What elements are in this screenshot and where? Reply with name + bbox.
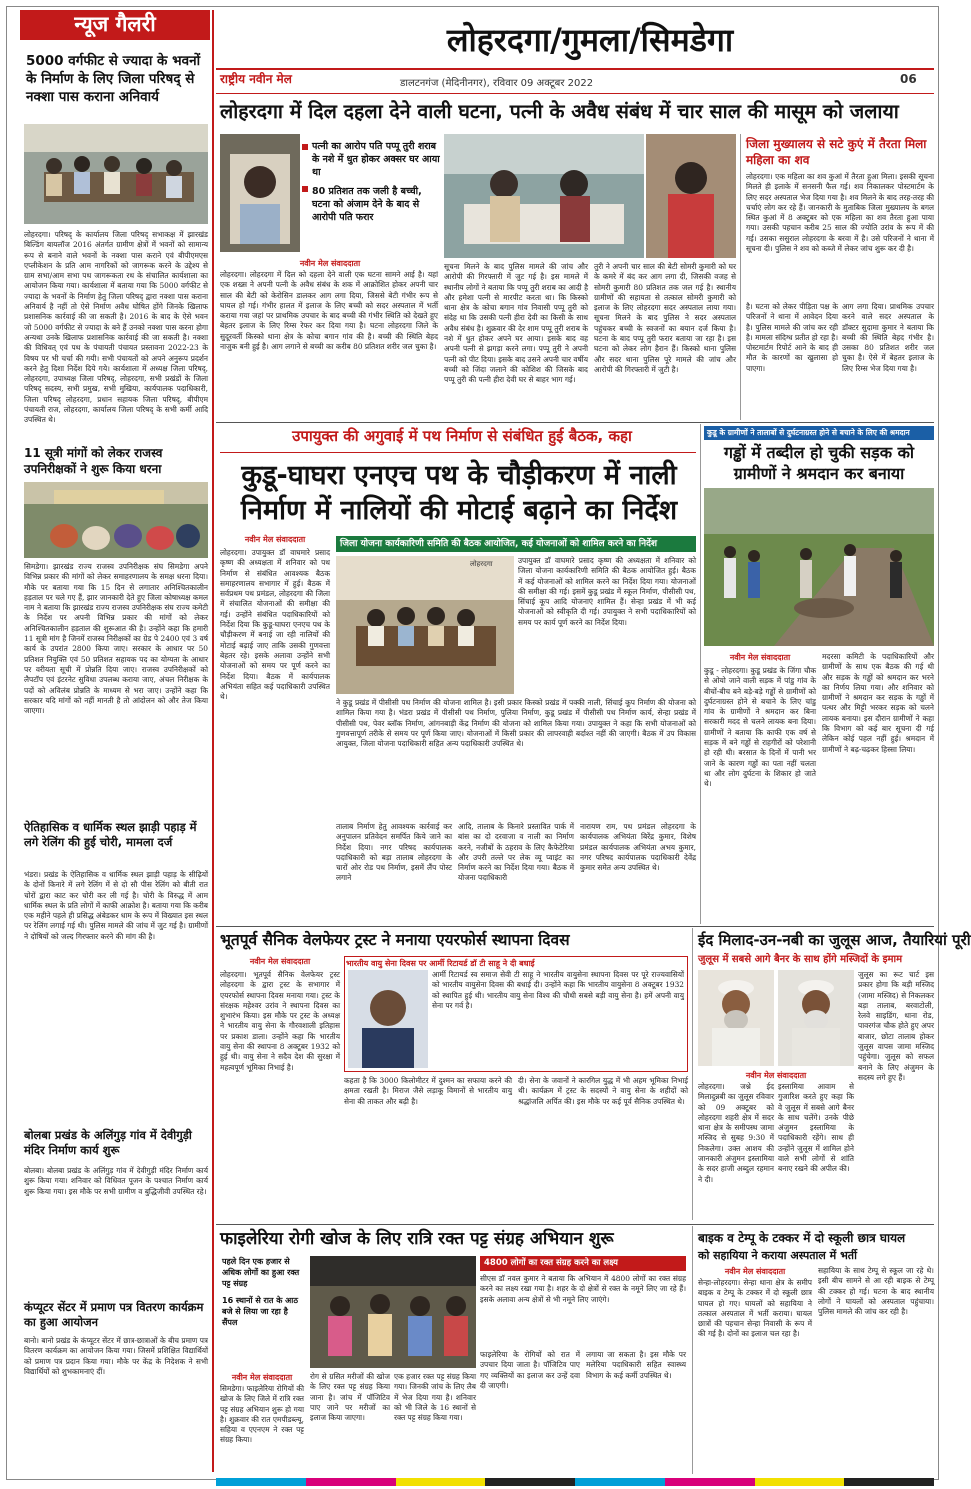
sidebar-title: न्यूज गैलरी <box>74 12 156 36</box>
road-lower-text: ने कुडू प्रखंड में पीसीसी पथ निर्माण की योजना शामिल है। इसी प्रकार किस्को प्रखंड में पक्की नाली, सिंचाई कूप निर्माण की योजना को शामिल किया गया है। भंडरा प्रखंड में पीसीसी पथ निर्माण, पुलिया निर्माण, कुडू प्रखंड में पीसीसी पथ निर्माण कार्य, सेन्हा प्रखंड में पीसीसी पथ, पेवर ब्लॉक निर्माण, आंगनबाड़ी केंद्र निर्माण की योजना को शामिल किया गया। उपायुक्त ने कहा कि सभी योजनाओं को गुणवत्तापूर्ण तरीके से समय पर पूर्ण किया जाए। योजनाओं में किसी प्रकार की लापरवाही बर्दाश्त नहीं की जाएगी। बैठक में उप विकास आयुक्त, जिला योजना पदाधिकारी सहित अन्य पदाधिकारी उपस्थित थे। <box>336 698 696 749</box>
page-number: 06 <box>900 72 917 86</box>
lead-bottom-rule <box>216 422 934 423</box>
road-kicker: उपायुक्त की अगुवाई में पथ निर्माण से संबंधित हुई बैठक, कहा <box>292 427 632 445</box>
lead-side-divider <box>740 134 741 420</box>
filaria-divider <box>692 1226 693 1474</box>
road-headline: कुडू-घाघरा एनएच पथ के चौड़ीकरण में नाली निर्माण में नालियों की मोटाई बढ़ाने का निर्देश <box>240 460 678 526</box>
reg-yellow <box>396 1478 486 1486</box>
eid-col2: इस्लामिया आवाम से गुजारिश करते हुए कहा कि वे जुलूस में सबसे आगे बैनर के साथ चलेंगे। उनके पीछे अंजुमन इस्लामिया के पदाधिकारी रहेंगे। साथ ही उन्होंने जुलूस में शामिल होने वाले सभी लोगों से शांति बनाए रखने की अपील की। <box>778 1082 854 1174</box>
sidebar-story1-photo <box>24 124 208 224</box>
lead-col3: तुरी ने अपनी चार साल की बेटी सोमरी कुमारी को घर के कमरे में बंद कर आग लगा दी, जिसकी वजह से सोमरी कुमारी 80 प्रतिशत तक जल गई है। स्थानीय ग्रामीणों की सहायता से तत्काल सोमरी कुमारी को इलाज के लिए लोहरदगा सदर अस्पताल लाया गया। सूचना मिलने के बाद पुलिस ने सदर अस्पताल पहुंचकर बच्ची के स्वजनों का बयान दर्ज किया है। घटना के बाद पप्पू तुरी फरार बताया जा रहा है। इस घटना को लेकर लोग हैरान हैं। किस्को थाना पुलिस और सदर थाना पुलिस पूरे मामले की जांच और आरोपी की गिरफ्तारी में जुटी है। <box>594 262 736 374</box>
reg-black-2 <box>844 1478 934 1486</box>
lead-main-photo <box>444 134 644 258</box>
road-kicker-rule <box>220 452 696 453</box>
villagers-byline: नवीन मेल संवाददाता <box>729 653 791 662</box>
airforce-headline: भूतपूर्व सैनिक वेलफेयर ट्रस्ट ने मनाया एयरफोर्स स्थापना दिवस <box>220 931 570 949</box>
filaria-bullet-1: पहले दिन एक हजार से अधिक लोगों का हुआ रक्त पट्ट संग्रह <box>222 1257 300 1288</box>
lead-bullet-2: 80 प्रतिशत तक जली है बच्ची, घटना को अंजाम देने के बाद से आरोपी पति फरार <box>312 186 422 223</box>
reg-magenta-2 <box>665 1478 755 1486</box>
side-story-col1: है। घटना को लेकर पीड़िता पक्ष के परिजनों ने थाना में आवेदन दिया है। पुलिस मामले की जांच कर रही है। मामला संदिग्ध प्रतीत हो रहा है। पोस्टमार्टम रिपोर्ट आने के बाद ही मौत के कारणों का खुलासा हो पाएगा। <box>746 302 838 373</box>
sidebar <box>20 10 210 1472</box>
sidebar-story1-text: लोहरदगा। परिषद् के कार्यालय जिला परिषद् सभाकक्ष में झारखंड बिल्डिंग बायलॉज 2016 अंतर्गत ग्रामीण क्षेत्रों में भवनों को सामान्य रूप से बनाने वाले भवनों के नक्शा पास कराने एवं बीपीएमएस एप्लीकेशन के प्रति आम नागरिकों को जागरूक करने के उद्देश्य से ग्राम सभा/आम सभा पथ जागरूकता रथ के संचालित कार्यशाला का आयोजन किया गया। कार्यशाला में बताया गया कि 5000 वर्गफीट से ज्यादा के भवनों के निर्माण हेतु जिला परिषद् द्वारा नक्शा पास कराना अनिवार्य है नहीं तो ऐसे निर्माण अवैध घोषित होंगे जिनके खिलाफ प्रशासनिक कार्रवाई की जा सकती है। 2016 के बाद के ऐसे भवन जो 5000 वर्गफीट से ज्यादा के बने हैं उनको नक्शा पास करना होगा अन्यथा उनके खिलाफ प्रशासनिक कार्रवाई की जा सकती है। नक्शा की विधिवत् एवं पथ के पंचायती पंचायत प्रस्तावना 2022-23 के विषय पर भी चर्चा की गयी। सभी पंचायतों को अपने अनुरूप प्रदर्शन करने हेतु दिशा निर्देश दिये गये। कार्यशाला में अध्यक्ष जिला परिषद्, लोहरदगा, उपाध्यक्ष जिला परिषद्, लोहरदगा, सभी प्रखंडों के जिला परिषद् सदस्य, सभी प्रमुख, सभी मुखिया, कार्यपालक पदाधिकारी, जिला परिषद् लोहरदगा, प्रधान सहायक जिला परिषद्, बीपीएम पंचायती राज, लोहरदगा, कार्यालय जिला परिषद् के सभी कर्मी आदि उपस्थित थे। <box>24 230 208 425</box>
blood-sampling-photo-graphic <box>310 1256 476 1368</box>
lead-col1: लोहरदगा। लोहरदगा में दिल को दहला देने वाली एक घटना सामने आई है। यहां एक शख्स ने अपनी पत्नी के अवैध संबंध के शक में आक्रोशित होकर अपनी चार साल की बेटी को केरोसिन डालकर आग लगा दिया, जिससे बेटी गंभीर रूप से घायल हो गई। गंभीर हालत में इलाज के लिए बच्ची को सदर अस्पताल में भर्ती कराया गया जहां पर प्राथमिक उपचार के बाद बच्ची की गंभीर स्थिति को देखते हुए बेहतर इलाज के लिए रिम्स रेफर कर दिया गया है। घटना लोहरदगा जिले के सुदूरवर्ती किस्को थाना क्षेत्र के कोचा बगान गांव की है। बच्ची की स्थिति बेहद नाजुक बनी हुई है। आग लगाने से बच्ची का करीब 80 प्रतिशत शरीर जल चुका है। <box>220 270 438 352</box>
eid-photo-2 <box>778 970 854 1066</box>
villagers-photo <box>704 488 934 646</box>
sidebar-divider <box>212 10 214 1472</box>
accident-sub: को सहायिया ने कराया अस्पताल में भर्ती <box>698 1249 857 1262</box>
sidebar-story1-headline: 5000 वर्गफीट से ज्यादा के भवनों के निर्माण के लिए जिला परिषद् से नक्शा पास कराना अनिवार्य <box>26 53 201 105</box>
imam-photo-graphic-2 <box>778 970 854 1066</box>
protest-photo-graphic <box>24 482 208 558</box>
reg-cyan <box>216 1478 306 1486</box>
road-banner: जिला योजना कार्यकारिणी समिति की बैठक आयोजित, कई योजनाओं को शामिल करने का निर्देश <box>336 536 696 552</box>
lead-bullet-1: पत्नी का आरोप पति पप्पू तुरी शराब के नशे में धुत होकर अक्सर घर आया था <box>312 141 440 178</box>
accident-col2: सहायिया के साथ टेम्पू से स्कूल जा रहे थे। इसी बीच सामने से आ रही बाइक से टेम्पू की टक्कर हो गई। घटना के बाद स्थानीय लोगों ने घायलों को अस्पताल पहुंचाया। पुलिस मामले की जांच कर रही है। <box>818 1266 934 1317</box>
filaria-bullets <box>222 1256 306 1328</box>
eid-col3: जुलूस का रूट चार्ट इस प्रकार होगा कि बड़ी मस्जिद (जामा मस्जिद) से निकलकर बड़ा तालाब, बरवाटोली, रेलवे साइडिंग, थाना रोड, पावरगंज चौक होते हुए अपर बाजार, छोटा तालाब होकर जुलूस वापस जामा मस्जिद पहुंचेगा। जुलूस को सफल बनाने के लिए अंजुमन के सदस्य लगे हुए हैं। <box>858 970 934 1082</box>
lead-child-photo <box>220 134 300 252</box>
eid-photo-1 <box>698 970 774 1066</box>
filaria-col5: लगाया जा सकता है। इस मौके पर मलेरिया पदाधिकारी सहित स्वास्थ्य विभाग के कई कर्मी उपस्थित थे। <box>586 1350 686 1380</box>
sidebar-story2-headline: 11 सूत्री मांगों को लेकर राजस्व उपनिरीक्षकों ने शुरू किया धरना <box>24 446 163 476</box>
filaria-box-text: सीएस डॉ नवल कुमार ने बताया कि अभियान में 4800 लोगों का रक्त संग्रह करने का लक्ष्य रखा गया है। शहर के दो क्षेत्रों से रक्त के नमूने लिए जा रहे हैं। इसके अलावा अन्य क्षेत्रों से भी नमूने लिए जाएंगे। <box>480 1274 686 1304</box>
sidebar-story5-headline: कंप्यूटर सेंटर में प्रमाण पत्र वितरण कार्यक्रम का हुआ आयोजन <box>24 1300 204 1329</box>
filaria-byline: नवीन मेल संवाददाता <box>231 1373 293 1382</box>
meeting-photo-graphic <box>24 124 208 224</box>
portrait-graphic <box>348 970 428 1068</box>
villagers-col1: कुडू - लोहरदगा। कुडू प्रखंड के जिंगा चौक से ओयो जाने वाली सड़क में पांडु गांव के बीचों-बीच बने बड़े-बड़े गड्ढों से ग्रामीणों को दुर्घटनाग्रस्त होने से बचाने के लिए चांडु गांव के ग्रामीणों ने श्रमदान कर बिना सरकारी मदद से चलने लायक बना दिया। ग्रामीणों ने बताया कि काफी एक वर्ष से सड़क में बने गड्ढों से राहगीरों को परेशानी हो रही थी। बरसात के दिनों में पानी भर जाने के कारण गड्ढों का पता नहीं चलता था और लोग दुर्घटना के शिकार हो जाते थे। <box>704 666 816 789</box>
child-photo-graphic <box>220 134 300 252</box>
road-mid-text: उपायुक्त डॉ वाघमारे प्रसाद कृष्ण की अध्यक्षता में शनिवार को जिला योजना कार्यकारिणी समिति की बैठक आयोजित हुई। बैठक में कई योजनाओं को शामिल करने का निर्देश दिया गया। योजनाओं की समीक्षा की गई। इसमें कुडू प्रखंड में स्कूल निर्माण, पीसीसी पथ, सिंचाई कूप आदि योजनाएं शामिल हैं। सेन्हा प्रखंड में भी कई योजनाओं को स्वीकृति दी गई। उपायुक्त ने सभी पदाधिकारियों को समय पर कार्य पूर्ण करने का निर्देश दिया। <box>518 556 696 627</box>
eid-headline: ईद मिलाद-उन-नबी का जुलूस आज, तैयारियां पूरी <box>698 931 971 949</box>
accident-col1: सेन्हा-लोहरदगा। सेन्हा थाना क्षेत्र के समीप बाइक व टेम्पू के टक्कर में दो स्कूली छात्र घायल हो गए। घायलों को सहायिया ने तत्काल अस्पताल में भर्ती कराया। घायल छात्रों की पहचान सेन्हा निवासी के रूप में की गई है। दोनों का इलाज चल रहा है। <box>698 1278 812 1339</box>
airforce-box-title: भारतीय वायु सेना दिवस पर आर्मी रिटायर्ड डॉ टी साहू ने दी बधाई <box>346 959 535 968</box>
imam-photo-graphic-1 <box>698 970 774 1066</box>
filaria-col4: फाइलेरिया के रोगियों को रात में उपचार दिया जाता है। पॉजिटिव पाए गए व्यक्तियों का इलाज कर उन्हें दवा दी जाएगी। <box>480 1350 580 1390</box>
sidebar-story3-headline: ऐतिहासिक व धार्मिक स्थल झाड़ी पहाड़ में लगे रेलिंग की हुई चोरी, मामला दर्ज <box>24 820 197 849</box>
villagers-col2: मदरसा कमिटी के पदाधिकारियों और ग्रामीणों के साथ एक बैठक की गई थी और सड़क के गड्ढों को श्रमदान कर भरने का निर्णय लिया गया। और शनिवार को ग्रामीणों ने श्रमदान कर सड़क के गड्ढों में पत्थर और मिट्टी भरकर सड़क को चलने लायक बनाया। इस दौरान ग्रामीणों ने कहा कि विभाग को कई बार सूचना दी गई लेकिन कोई पहल नहीं हुई। श्रमदान में ग्रामीणों ने बढ़-चढ़कर हिस्सा लिया। <box>822 652 934 754</box>
paper-name: राष्ट्रीय नवीन मेल <box>220 72 292 86</box>
filaria-col1: सिमडेगा। फाइलेरिया रोगियों की खोज के लिए जिले में रात्रि रक्त पट्ट संग्रह अभियान शुरू हो गया है। शुक्रवार की रात एमपीडब्ल्यू, सहिया व एएनएम ने रक्त पट्ट संग्रह किया। <box>220 1384 304 1445</box>
road-byline: नवीन मेल संवाददाता <box>244 535 306 544</box>
hospital-photo-graphic <box>444 134 644 258</box>
road-meeting-photo <box>336 556 514 694</box>
eid-byline: नवीन मेल संवाददाता <box>745 1071 807 1080</box>
lead-woman-photo <box>646 134 736 258</box>
airforce-divider <box>692 928 693 1220</box>
reg-magenta <box>306 1478 396 1486</box>
villagers-kicker: कुडू के ग्रामीणों ने तालाबों से दुर्घटनाग्रस्त होने से बचाने के लिए की श्रमदान <box>704 426 934 440</box>
road-bottom-col2: आदि, तालाब के किनारे प्रस्तावित पार्क में बांस का दो दरवाजा व नाली का निर्माण करने, नजीबों के ठहराव के लिए कैफेटेरिया और उपरी तल्ले पर लेक व्यू प्वाइंट का निर्माण करने का निर्देश दिया गया। बैठक में योजना पदाधिकारी <box>458 822 574 883</box>
airforce-col3: दी। सेना के जवानों ने कारगिल युद्ध में भी अहम भूमिका निभाई थी। कार्यक्रम में ट्रस्ट के सदस्यों ने वायु सेना के शहीदों को श्रद्धांजलि अर्पित की। इस मौके पर कई पूर्व सैनिक उपस्थित थे। <box>518 1076 688 1106</box>
color-registration-strip <box>216 1478 934 1486</box>
page-title: लोहरदगा/गुमला/सिमडेगा <box>446 21 734 59</box>
side-story-col2: आग लगा दिया। प्राथमिक उपचार करने वाले सदर अस्पताल के डॉक्टर सुदामा कुमार ने बताया कि बच्ची की स्थिति बेहद गंभीर है। उसका 80 प्रतिशत शरीर जल चुका है। ऐसे में बेहतर इलाज के लिए रिम्स भेज दिया गया है। <box>842 302 934 373</box>
airforce-col1: लोहरदगा। भूतपूर्व सैनिक वेलफेयर ट्रस्ट लोहरदगा के द्वारा ट्रस्ट के सभागार में एयरफोर्स स्थापना दिवस मनाया गया। ट्रस्ट के संरक्षक महेश्वर उरांव ने स्थापना दिवस का शुभारंभ किया। इस मौके पर ट्रस्ट के अध्यक्ष ने भारतीय वायु सेना के गौरवशाली इतिहास पर प्रकाश डाला। उन्होंने कहा कि भारतीय वायु सेना की स्थापना 8 अक्टूबर 1932 को हुई थी। वायु सेना ने सदैव देश की सुरक्षा में महत्वपूर्ण भूमिका निभाई है। <box>220 970 340 1072</box>
eid-subhead: जुलूस में सबसे आगे बैनर के साथ होंगे मस्जिदों के इमाम <box>698 954 903 965</box>
lead-byline: नवीन मेल संवाददाता <box>299 259 361 268</box>
filaria-bullet-2: 16 स्थानों से रात के आठ बजे से लिया जा रहा है सैंपल <box>222 1296 298 1327</box>
woman-photo-graphic <box>646 134 736 258</box>
accident-byline: नवीन मेल संवाददाता <box>724 1267 786 1276</box>
road-right-divider <box>700 424 701 924</box>
villagers-headline: गड्ढों में तब्दील हो चुकी सड़क को ग्रामीणों ने श्रमदान कर बनाया <box>723 443 915 483</box>
reg-black <box>485 1478 575 1486</box>
reg-cyan-2 <box>575 1478 665 1486</box>
lower-rule <box>216 1224 934 1225</box>
filaria-col3: एक हजार रक्त पट्ट संग्रह किया गया। जिनकी जांच के लिए लैब में भेज दिया गया है। शनिवार को भी जिले के 16 स्थानों से रक्त पट्ट संग्रह किया गया। <box>394 1372 477 1423</box>
airforce-byline: नवीन मेल संवाददाता <box>249 957 311 966</box>
sidebar-story4-headline: बोलबा प्रखंड के अलिंगुड़ गांव में देवीगुड़ी मंदिर निर्माण कार्य शुरू <box>24 1128 192 1157</box>
reg-yellow-2 <box>755 1478 845 1486</box>
road-col1: लोहरदगा। उपायुक्त डॉ वाघमारे प्रसाद कृष्ण की अध्यक्षता में शनिवार को पथ निर्माण से संबंधित आवश्यक बैठक समाहरणालय सभागार में हुई। बैठक में सर्वप्रथम पथ प्रमंडल, लोहरदगा की जिला में संचालित योजनाओं की समीक्षा की गई। उन्होंने संबंधित पदाधिकारियों को निर्देश दिया कि कुडू-घाघरा एनएच पथ के चौड़ीकरण में बनाई जा रही नालियों की मोटाई बढ़ाई जाए ताकि उसकी गुणवत्ता बेहतर रहे। इसके अलावा उन्होंने सभी योजनाओं को समय पर पूर्ण करने का निर्देश दिया। बैठक में कार्यपालक अभियंता सहित कई पदाधिकारी उपस्थित थे। <box>220 548 330 702</box>
road-bottom-col3: नारायण राम, पथ प्रमंडल लोहरदगा के कार्यपालक अभियंता बिरेंद्र कुमार, विशेष प्रमंडल कार्यपालक अभियंता अभय कुमार, नगर परिषद कार्यपालक पदाधिकारी देवेंद्र कुमार समेत अन्य उपस्थित थे। <box>580 822 696 873</box>
lead-headline: लोहरदगा में दिल दहला देने वाली घटना, पत्नी के अवैध संबंध में चार साल की मासूम को जलाया <box>220 100 899 123</box>
conference-photo-graphic <box>336 556 514 694</box>
eid-col1: लोहरदगा। जश्ने ईद मिलादुन्नबी का जुलूस रविवार को 09 अक्टूबर को लोहरदगा शहरी क्षेत्र में सदर थाना क्षेत्र के समीपस्थ जामा मस्जिद से सुबह 9:30 में निकलेगा। उक्त आशय की जानकारी अंजुमन इस्लामिया के सदर हाजी अब्दुल रहमान ने दी। <box>698 1082 774 1184</box>
road-repair-photo-graphic <box>704 488 934 646</box>
sidebar-story2-text: सिमडेगा। झारखंड राज्य राजस्व उपनिरीक्षक संघ सिमडेगा अपने विभिन्न प्रकार की मांगों को लेकर समाहरणालय के समक्ष धरना दिया। मौके पर बताया गया कि 15 दिन से लगातार अनिश्चितकालीन हड़ताल पर चले गए हैं, झार जानकारी देते हुए जिला कोषाध्यक्ष कमल नाम ने बताया कि झारखंड राज्य राजस्व उपनिरीक्षक संघ राज्य कमेटी के निर्देश पर अपनी विभिन्न प्रकार की मांगों को लेकर अनिश्चितकालीन हड़ताल की शुरूआत की है। उन्होंने कहा कि हमारी 11 सूत्री मांग है जिनमें राजस्व निरीक्षकों का ग्रेड पे 2400 एवं 3 वर्ष कार्य के उपरांत 2800 किया जाए। सरकार के आधार पर 50 प्रतिशत नियुक्ति एवं 50 प्रतिशत सहायक पद का योग्यता के आधार पर वरीयता सूची में प्रोन्नति दिया जाए। राजस्व उपनिरीक्षकों को लैपटॉप एवं इंटरनेट सुविधा उपलब्ध कराया जाए, अंचल निरीक्षक के पदों को अविलंब प्रोन्नति के माध्यम से भरा जाए। उन्होंने कहा कि सरकार यदि मांगों को नहीं मानती है तो आंदोलन को और तेज किया जाएगा। <box>24 562 208 716</box>
accident-headline: बाइक व टेम्पू के टक्कर में दो स्कूली छात्र घायल <box>698 1231 906 1245</box>
sidebar-story3-text: भंडरा। प्रखंड के ऐतिहासिक व धार्मिक स्थल झाड़ी पहाड़ के सीढ़ियों के दोनों किनारे में लगे रेलिंग में से दो सौ पीस रेलिंग को बीती रात चोरों द्वारा काट कर चोरी कर ली गई है। चोरी के विरुद्ध में आम धार्मिक स्थल के प्रति लोगों में काफी आक्रोश है। बताया गया कि करीब एक महीने पहले ही प्रसिद्ध अंबेडकर धाम के रूप में विख्यात इस स्थल पर रेलिंग लगाई गई थी। पुलिस मामले की जांच में जुट गई है। ग्रामीणों ने दोषियों को जल्द गिरफ्तार करने की मांग की है। <box>24 870 208 941</box>
bullet-square-2 <box>302 186 308 192</box>
filaria-box-title: 4800 लोगों का रक्त संग्रह करने का लक्ष्य <box>480 1256 686 1271</box>
sidebar-story2-photo <box>24 482 208 558</box>
bullet-square-1 <box>302 144 308 150</box>
sidebar-story4-text: बोलबा। बोलबा प्रखंड के अलिंगुड़ गांव में देवीगुड़ी मंदिर निर्माण कार्य शुरू किया गया। शनिवार को विधिवत पूजन के पश्चात निर्माण कार्य शुरू किया गया। इस मौके पर सभी ग्रामीण व बुद्धिजीवी उपस्थित रहे। <box>24 1166 208 1196</box>
mid-rule <box>216 926 934 927</box>
road-bottom-col1: तालाब निर्माण हेतु आवश्यक कार्रवाई कर अनुपालन प्रतिवेदन समर्पित किये जाने का निर्देश दिया। नगर परिषद कार्यपालक पदाधिकारी को बड़ा तालाब लोहरदगा के चारों ओर रोड पथ निर्माण, इसमें लैंप पोस्ट लगाने <box>336 822 452 883</box>
meeting-photo-label: लोहरदगा <box>470 560 493 568</box>
sidebar-story5-text: बानो। बानो प्रखंड के कंप्यूटर सेंटर में छात्र-छात्राओं के बीच प्रमाण पत्र वितरण कार्यक्रम का आयोजन किया गया। जिसमें प्रशिक्षित विद्यार्थियों को प्रमाण पत्र प्रदान किया गया। मौके पर केंद्र के निदेशक ने सभी विद्यार्थियों को शुभकामनाएं दीं। <box>24 1336 208 1376</box>
lead-col2: सूचना मिलने के बाद पुलिस मामले की जांच और आरोपी की गिरफ्तारी में जुट गई है। इस मामले में स्थानीय लोगों ने बताया कि पप्पू तुरी शराब का आदी है और हमेशा पत्नी से मारपीट करता था। कि किस्को थाना क्षेत्र के कोचा बगान गांव निवासी पप्पू तुरी को संदेह था कि उसकी पत्नी हीरा देवी का किसी के साथ अवैध संबंध है। शुक्रवार की देर शाम पप्पू तुरी शराब के नशे में धुत होकर अपने घर आया। इसके बाद वह अपनी पत्नी से झगड़ा करने लगा। पप्पू तुरी ने अपनी पत्नी को पीट दिया। इसके बाद उसने अपनी चार वर्षीय बच्ची को जिंदा जलाने की कोशिश की जिसके बाद पप्पू तुरी की पत्नी हीरा देवी घर से बाहर भाग गई। <box>444 262 588 385</box>
filaria-headline: फाइलेरिया रोगी खोज के लिए रात्रि रक्त पट्ट संग्रह अभियान शुरू <box>220 1229 614 1249</box>
filaria-col2: रोग से ग्रसित मरीजों की खोज के लिए रक्त पट्ट संग्रह किया जाना है। जांच में पॉजिटिव पाए जाने पर मरीजों का इलाज किया जाएगा। <box>310 1372 390 1423</box>
side-story-text: लोहरदगा। एक महिला का शव कुआं में तैरता हुआ मिला। इसकी सूचना मिलते ही इलाके में सनसनी फैल गई। शव निकालकर पोस्टमार्टम के लिए सदर अस्पताल भेज दिया गया है। शव मिलने के बाद तरह-तरह की चर्चाएं लोग कर रहे हैं। जानकारी के मुताबिक जिला मुख्यालय के बगल स्थित कुआं में 8 अक्टूबर को एक महिला का शव तैरता हुआ पाया गया। उसकी पहचान करीब 25 साल की ज्योति उरांव के रूप में की गई। उसका ससुराल लोहरदगा के बरवा में है। उसे परिजनों ने थाना में सूचना दी। पुलिस ने शव को कब्जे में लेकर जांच शुरू कर दी है। <box>746 172 934 254</box>
side-story-headline: जिला मुख्यालय से सटे कुएं में तैरता मिला महिला का शव <box>746 137 927 167</box>
airforce-box-text: आर्मी रिटायर्ड स्व समाज सेवी टी साहू ने भारतीय वायुसेना स्थापना दिवस पर पूरे राज्यवासियों को भारतीय वायुसेना दिवस की बधाई दी। उन्होंने कहा कि भारतीय वायुसेना 8 अक्टूबर 1932 को स्थापित हुई थी। भारतीय वायु सेना विश्व की चौथी सबसे बड़ी वायु सेना है। हमें अपनी वायु सेना पर गर्व है। <box>432 970 684 1010</box>
dateline: डालटनगंज (मेदिनीनगर), रविवार 09 अक्टूबर 2022 <box>400 78 594 89</box>
airforce-portrait <box>348 970 428 1068</box>
filaria-photo <box>310 1256 476 1368</box>
lead-bullets-box <box>302 140 440 224</box>
airforce-col2: कहता है कि 3000 किलोमीटर में दुश्मन का सफाया करने की क्षमता रखती है। मिराज जैसे लड़ाकू विमानों से भारतीय वायु सेना की ताकत और बढ़ी है। <box>344 1076 512 1106</box>
